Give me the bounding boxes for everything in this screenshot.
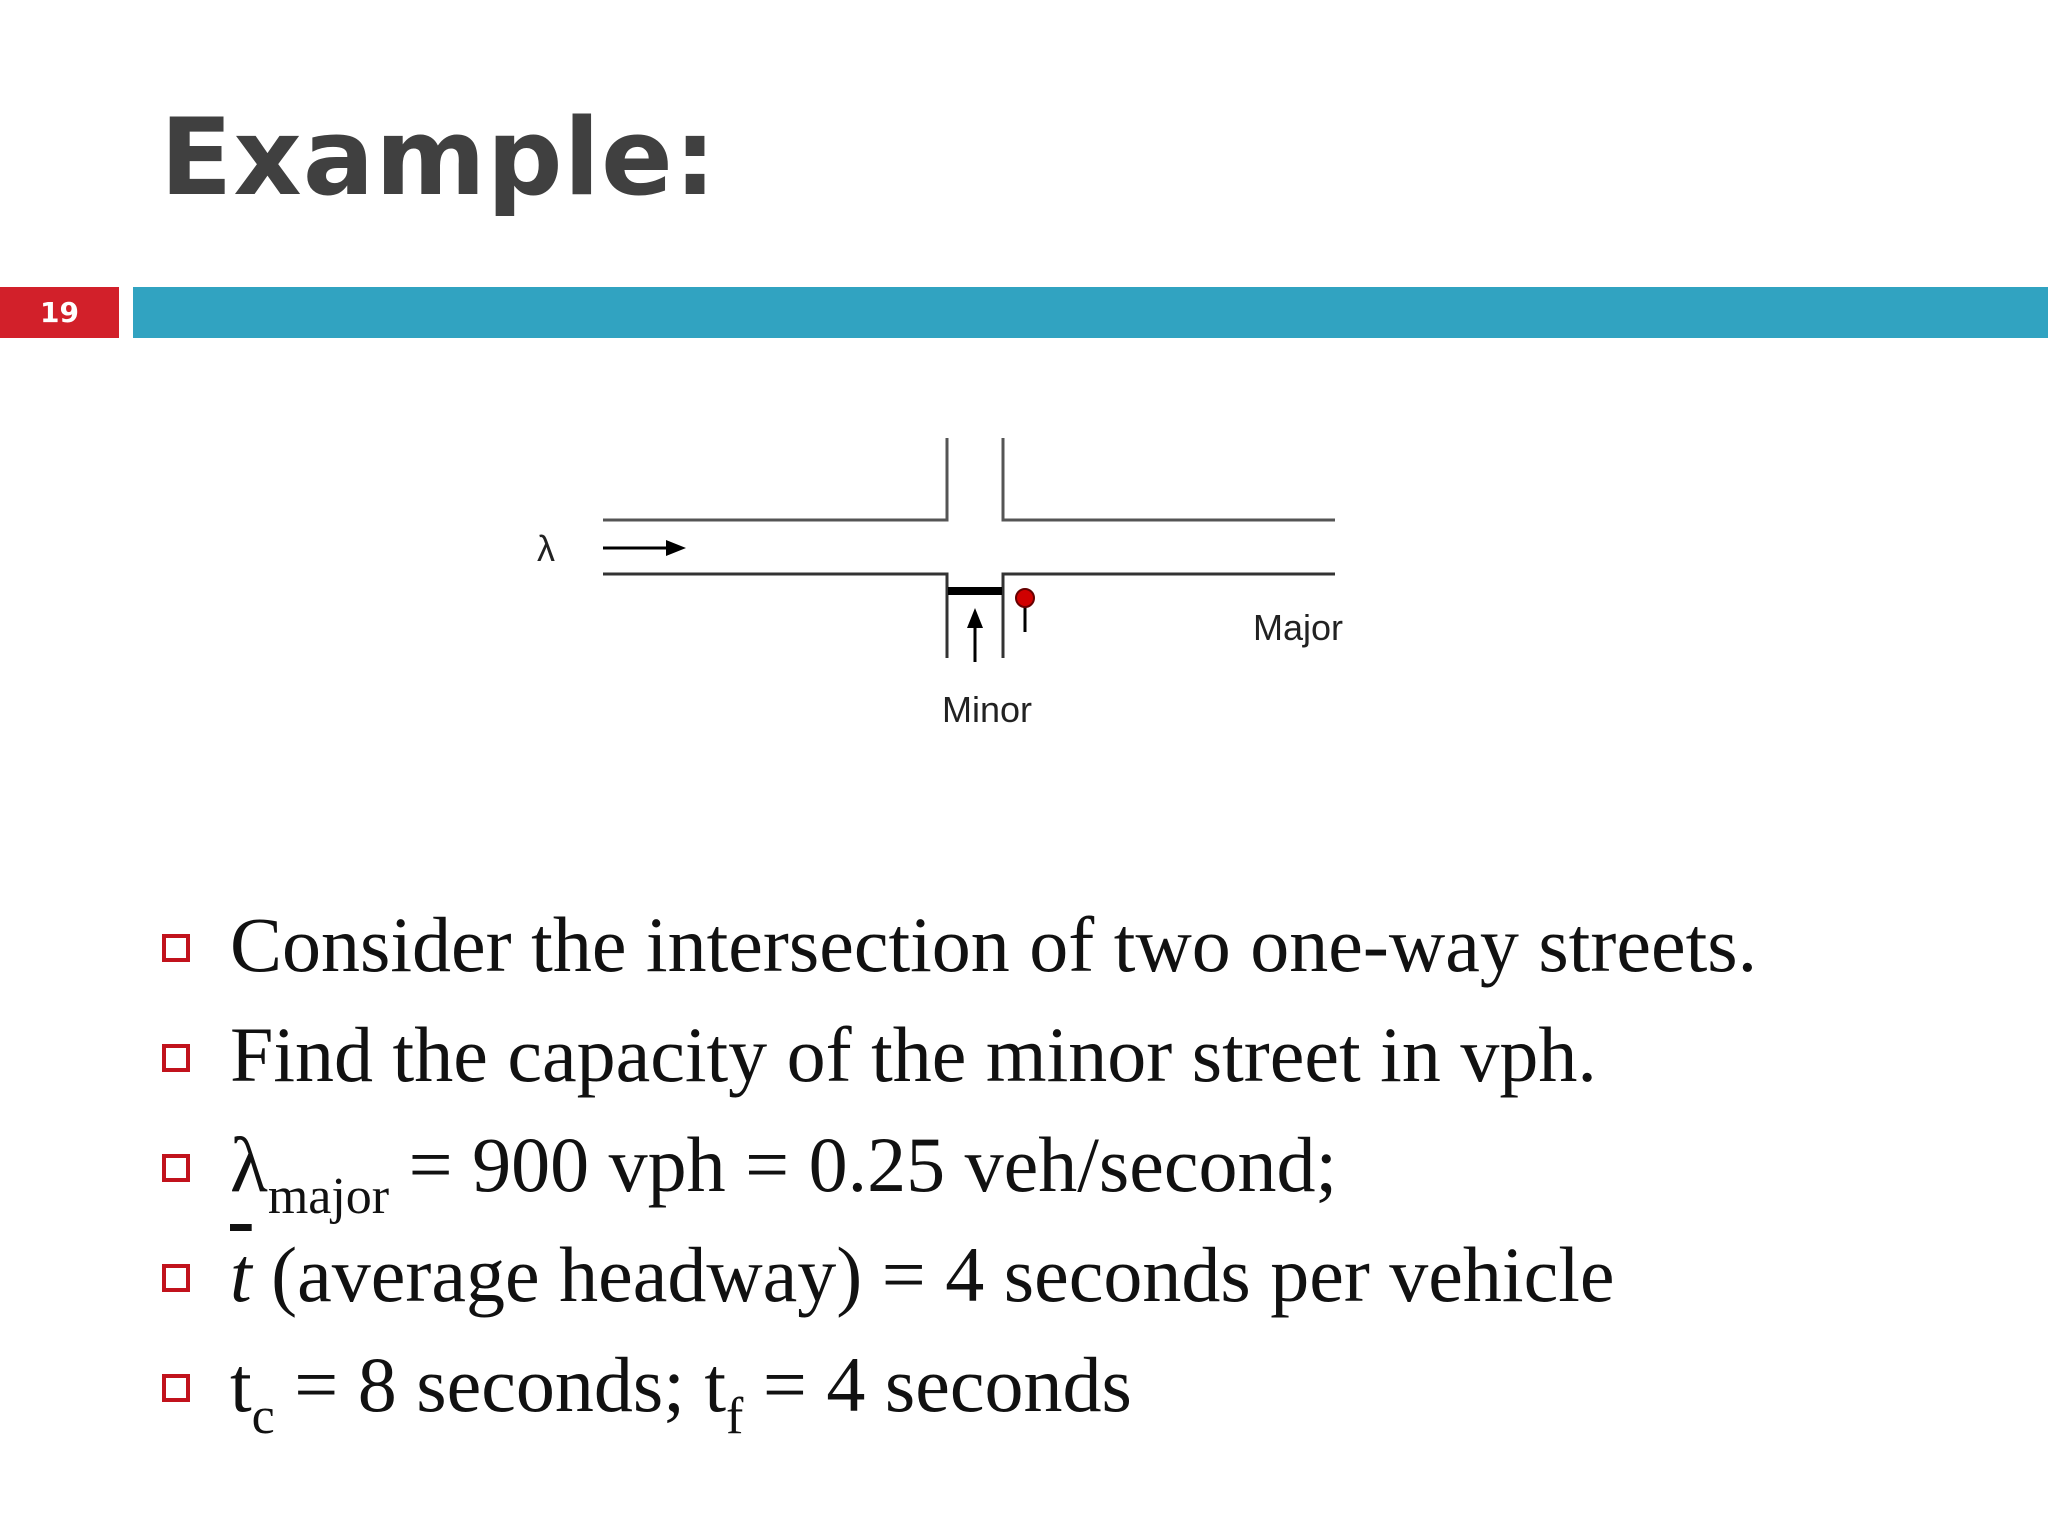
bullet-square-icon bbox=[162, 1154, 190, 1182]
slide-title: Example: bbox=[160, 96, 718, 219]
bullet-square-icon bbox=[162, 934, 190, 962]
minor-label: Minor bbox=[942, 689, 1033, 730]
major-street-top-left-edge bbox=[603, 438, 947, 520]
major-flow-arrowhead bbox=[666, 540, 686, 556]
tf-subscript: f bbox=[726, 1388, 744, 1445]
headway-text: (average headway) = 4 seconds per vehicle bbox=[251, 1231, 1615, 1318]
t-bar-symbol: $\overline{t}$ bbox=[230, 1231, 252, 1318]
tc-symbol: t bbox=[230, 1341, 252, 1428]
tc-equation: = 8 seconds; bbox=[274, 1341, 705, 1428]
bullet-text bbox=[230, 1330, 1132, 1445]
bullet-square-icon bbox=[162, 1374, 190, 1402]
page-number-badge: 19 bbox=[0, 287, 119, 338]
lambda-equation: = 900 vph = 0.25 veh/second; bbox=[389, 1121, 1338, 1208]
lambda-symbol: λ bbox=[230, 1121, 268, 1208]
tf-symbol: t bbox=[704, 1341, 727, 1428]
bullet-text bbox=[230, 1220, 1615, 1330]
stop-sign-icon bbox=[1016, 589, 1034, 607]
bullet-square-icon bbox=[162, 1044, 190, 1072]
major-street-top-right-edge bbox=[1003, 438, 1335, 520]
major-label: Major bbox=[1253, 607, 1344, 648]
bullet-item bbox=[162, 1000, 2022, 1110]
bullet-item bbox=[162, 890, 2022, 1000]
minor-flow-arrowhead bbox=[967, 608, 983, 628]
bullet-text bbox=[230, 1110, 1338, 1225]
bullet-text: Consider the intersection of two one-way streets. bbox=[230, 901, 1758, 988]
tc-subscript: c bbox=[251, 1388, 275, 1445]
bullet-text: Find the capacity of the minor street in vph. bbox=[230, 1011, 1597, 1098]
major-street-bottom-left-edge bbox=[603, 574, 947, 658]
bullet-item bbox=[162, 1220, 2022, 1330]
bullet-square-icon bbox=[162, 1264, 190, 1292]
bullet-item bbox=[162, 1330, 2022, 1445]
bullet-list bbox=[162, 890, 2022, 1445]
bullet-item bbox=[162, 1110, 2022, 1225]
lambda-label: λ bbox=[537, 528, 555, 569]
tf-equation: = 4 seconds bbox=[743, 1341, 1132, 1428]
lambda-subscript: major bbox=[267, 1168, 390, 1225]
